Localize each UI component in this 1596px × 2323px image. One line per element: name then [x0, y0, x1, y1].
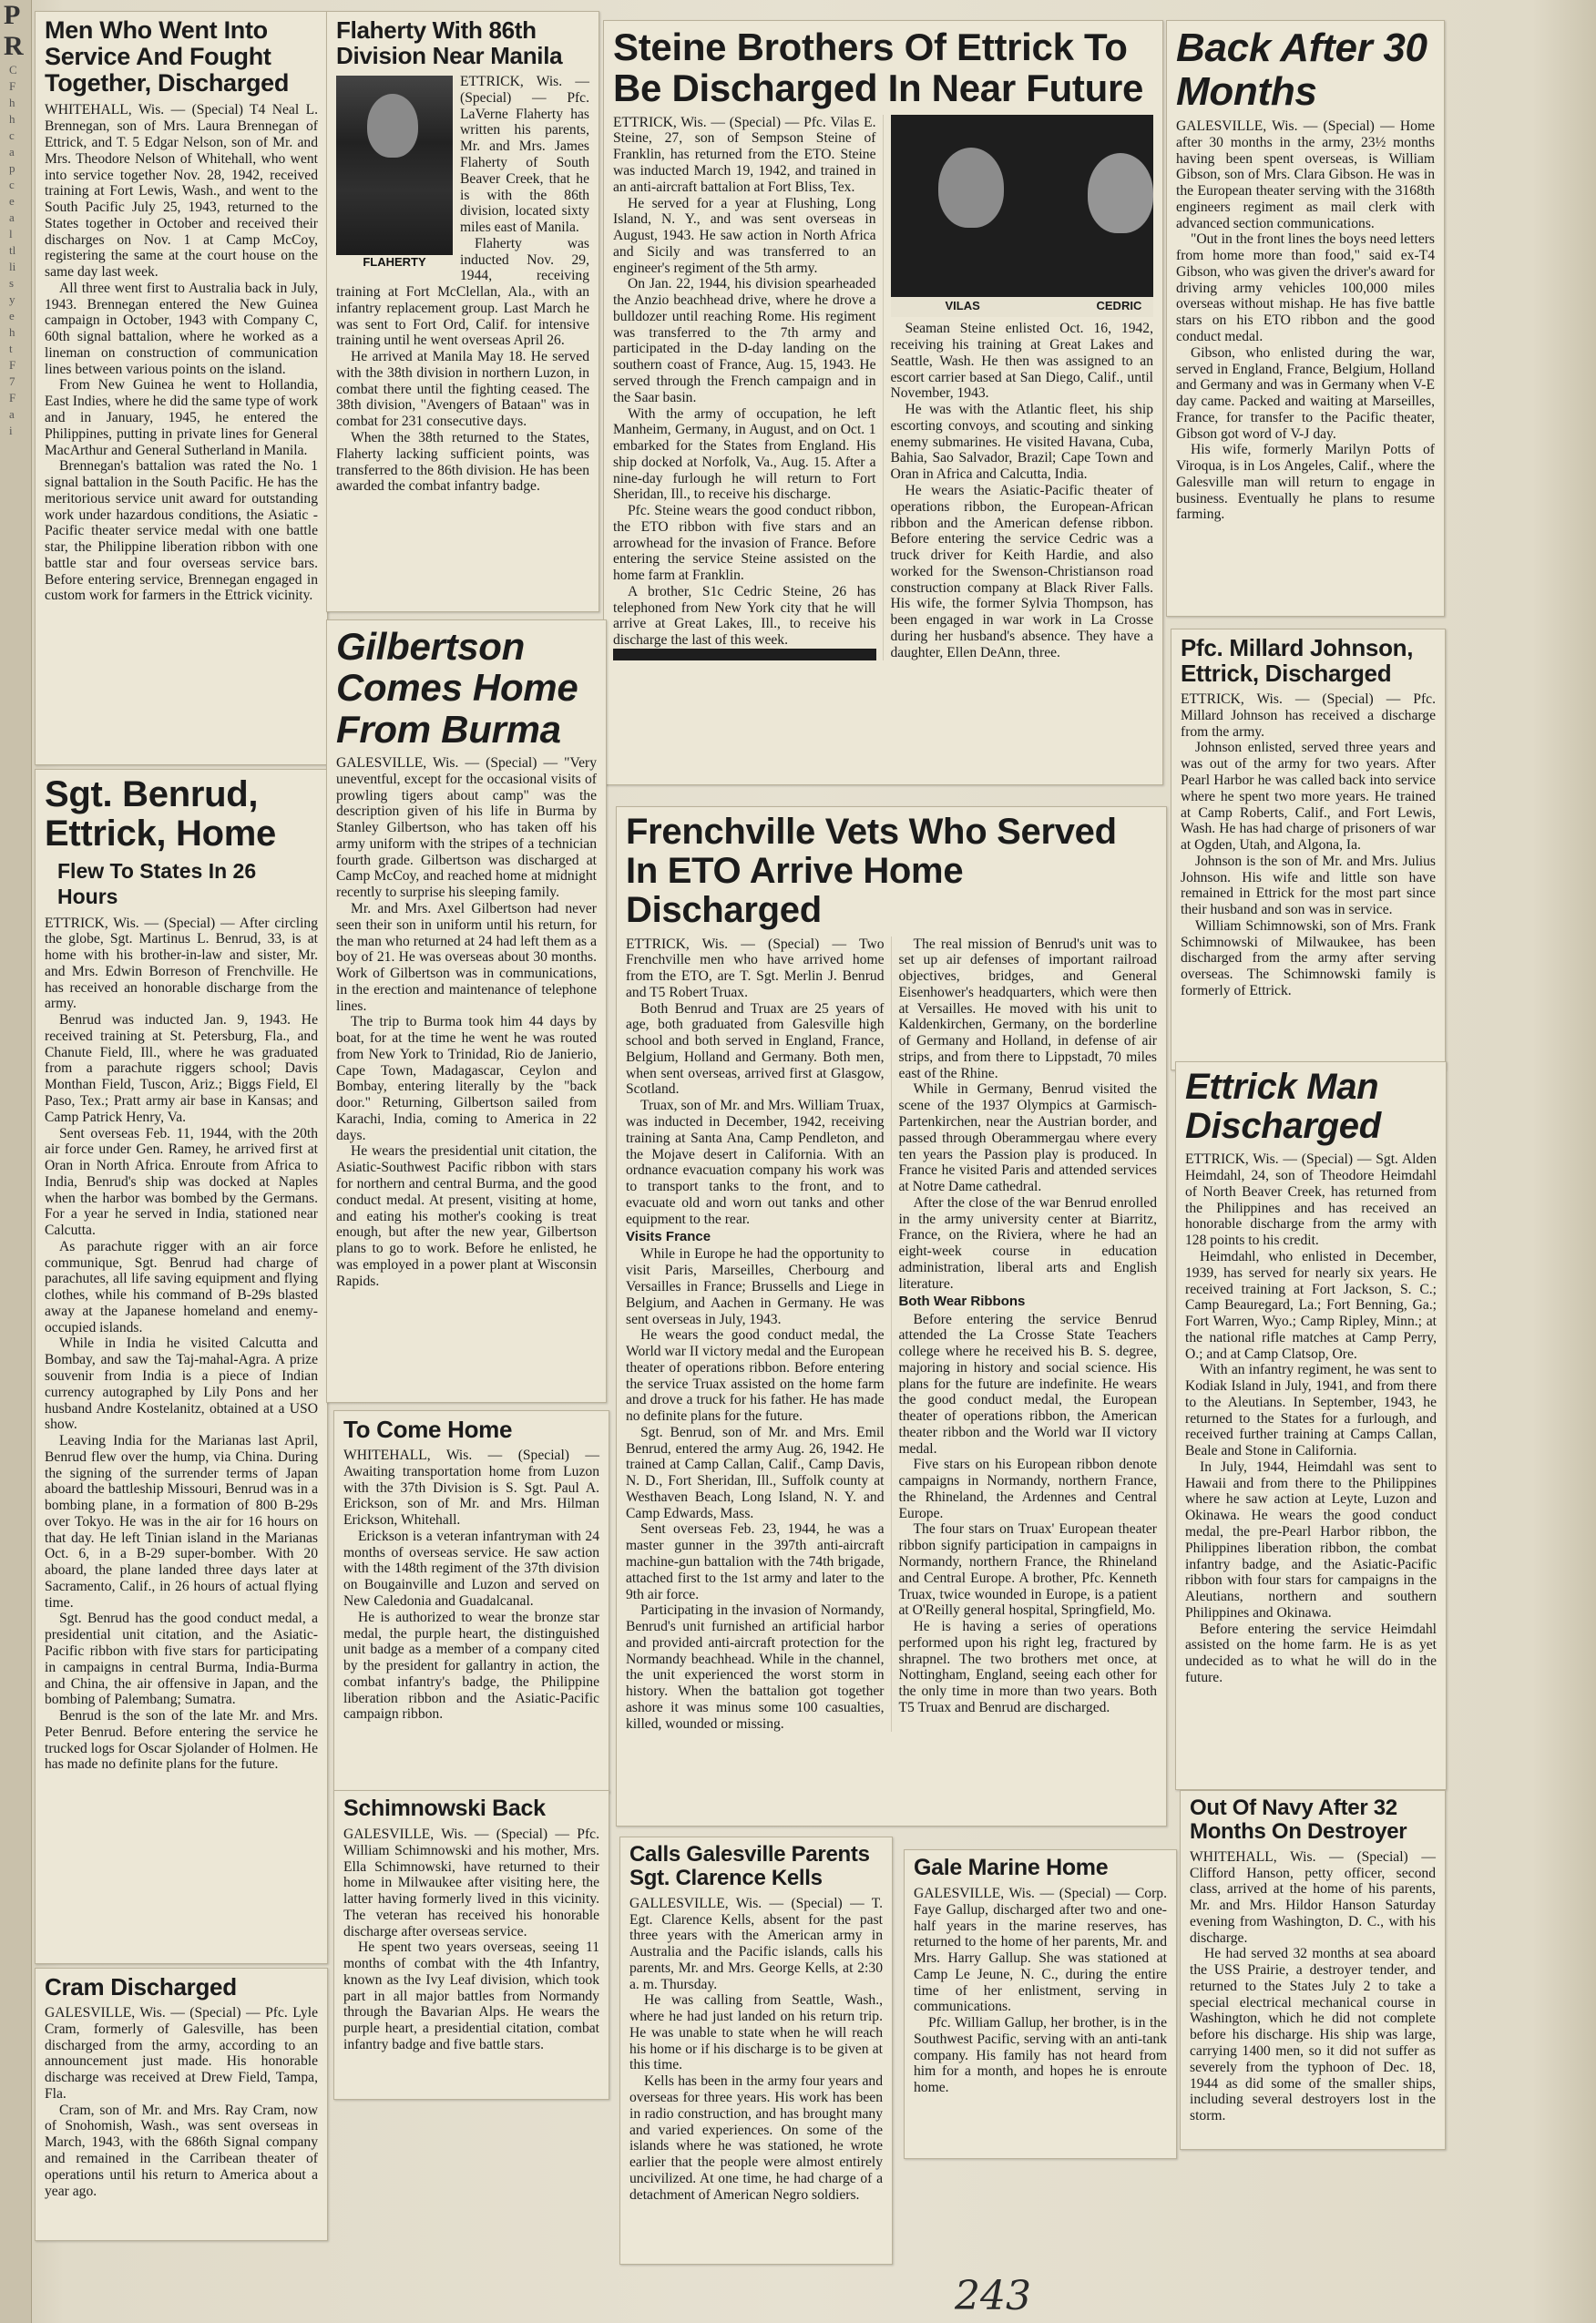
article-paragraph: He was with the Atlantic fleet, his ship escorting convoys, and scouting and sinking enemy submarines. He visited Havana, Cuba, Bahia, Sao Salvador, Brazil; Cape Town and Oran in Africa and Calcutta, India.: [890, 402, 1153, 483]
margin-fragment: h: [9, 112, 15, 126]
article-paragraph: "Out in the front lines the boys need letters from home more than food," said ex-T4 Gibson, who was given the driver's award for driving army vehicles 100,000 miles overseas without mishap. He has five battle stars on his ETO ribbon and the good conduct medal.: [1176, 231, 1435, 344]
article-body: [629, 1896, 883, 2204]
article-body: [336, 755, 597, 1289]
article-body: [343, 1448, 599, 1723]
article-paragraph: GALESVILLE, Wis. — (Special) — Home after 30 months in the army, 23½ months having been spent overseas, is William Gibson, son of Mrs. Clara Gibson. He was in the European theater serving with the 3168th engineers regiment as mail clerk with advanced section communications.: [1176, 118, 1435, 231]
clipping-steine: [603, 20, 1163, 785]
headline: Gale Marine Home: [914, 1855, 1109, 1880]
article-paragraph: GALESVILLE, Wis. — (Special) — Pfc. William Schimnowski and his mother, Mrs. Ella Schimnowski, have returned to their home in Milwaukee after visiting here, the latter having formerly lived in this vicinity. The veteran has received his honorable discharge after overseas service.: [343, 1827, 599, 1939]
article-body: [45, 2005, 318, 2199]
headline: Men Who Went Into Service And Fought Together, Discharged: [45, 16, 290, 97]
article-paragraph: While in Germany, Benrud visited the scene of the 1937 Olympics at Garmisch-Partenkirchen, near the Austrian border, and passed through Oberammergau where every ten years the Passion play is produced. In France he visited Paris and attended services at Notre Dame cathedral.: [898, 1081, 1157, 1195]
article-paragraph: Mr. and Mrs. Axel Gilbertson had never seen their son in uniform until his return, for the man who returned at 24 had left them as a boy of 21. He was overseas about 30 months. Work of Gilbertson was in communications, in the erection and maintenance of telephone lines.: [336, 900, 597, 1014]
article-paragraph: Kells has been in the army four years and overseas for three years. His work has been in radio construction, and has brought many and varied experiences. On some of the islands where he was stationed, he wrote earlier that the people were almost entirely uncivilized. At one time, he had charge of a detachment of American Negro soldiers.: [629, 2073, 883, 2203]
article-paragraph: He arrived at Manila May 18. He served with the 38th division in northern Luzon, in combat there until the fighting ceased. The 38th division, "Avengers of Bataan" was in combat for 231 consecutive days.: [336, 349, 589, 430]
clipping-gilbertson: [326, 619, 607, 1403]
article-paragraph: As parachute rigger with an air force communique, Sgt. Benrud had charge of parachutes, all life saving equipment and flying clothes, while his command of B-29s blasted away at the Japanese homeland and enemy-occupied islands.: [45, 1238, 318, 1335]
article-paragraph: Erickson is a veteran infantryman with 24 months of overseas service. He saw action with the 148th regiment of the 37th division on Bougainville and Luzon and served on New Caledonia and Guadalcanal.: [343, 1528, 599, 1609]
clipping-frenchville: [616, 806, 1167, 1827]
article-paragraph: With the army of occupation, he left Manheim, Germany, in August, and on Oct. 1 embarked for the States from England. His ship docked at Norfolk, Va., Aug. 15. After a nine-day furlough he will return to Fort Sheridan, Ill., to receive his discharge.: [613, 405, 876, 503]
margin-fragment: 7: [9, 374, 15, 388]
clipping-men-went: [35, 11, 328, 765]
article-body: [1190, 1849, 1436, 2124]
margin-fragment: li: [9, 260, 16, 273]
article-paragraph: ETTRICK, Wis. — (Special) — Sgt. Alden Heimdahl, 24, son of Theodore Heimdahl of North Beaver Creek, has returned from the Philippines and has received an honorable discharge from the army with 128 points to his credit.: [1185, 1151, 1437, 1249]
article-paragraph: The four stars on Truax' European theater ribbon signify participation in campaigns in Normandy, northern France, the Rhineland and Central Europe. A brother, Pfc. Kenneth Truax, twice wounded in Europe, is a patient at O'Reilly general hospital, Springfield, Mo.: [898, 1521, 1157, 1619]
article-paragraph: ETTRICK, Wis. — (Special) — Pfc. LaVerne Flaherty has written his parents, Mr. and Mrs. James Flaherty of South Beaver Creek, that he is with the 86th division, located sixty miles east of Manila.: [460, 74, 589, 236]
article-body: [1181, 691, 1436, 999]
article-paragraph: GALESVILLE, Wis. — (Special) — "Very uneventful, except for the occasional visits of prowling tigers about camp" was the description given of his life in Burma by Stanley Gilbertson, who has taken off his army uniform with the stripes of a technician fourth grade. Gilbertson was discharged at Camp McCoy, and reached home at midnight recently to surprise his sleeping family.: [336, 755, 597, 901]
margin-fragment: l: [9, 227, 13, 240]
article-paragraph: A brother, S1c Cedric Steine, 26 has telephoned from New York city that he will arrive at Great Lakes, Ill., to receive his discharge the last of this week.: [613, 583, 876, 649]
article-paragraph: Participating in the invasion of Normandy, Benrud's unit furnished an artificial harbor and provided anti-aircraft protection for the Normandy beachhead. While in the channel, the unit experienced the worst storm in history. When the battalion got together ashore it was minus some 100 casualties, killed, wounded or missing.: [626, 1602, 885, 1732]
article-paragraph: He wears the Asiatic-Pacific theater of operations ribbon, the European-African ribbon and the American defense ribbon. Before entering the service Cedric was a truck driver for Keith Hardie, and also worked for the Swenson-Christianson road construction company at Black River Falls. His wife, the former Sylvia Thompson, has been engaged in war work in La Crosse during her husband's absence. They have a daughter, Ellen DeAnn, three.: [890, 482, 1153, 660]
article-paragraph: Brennegan's battalion was rated the No. 1 signal battalion in the South Pacific. He has the meritorious service unit award for outstanding work under hazardous conditions, the Asiatic - Pacific theater service medal with one battle star, the Philippine liberation ribbon with one battle star and four overseas service bars. Before entering service, Brennegan engaged in custom work for farmers in the Ettrick vicinity.: [45, 458, 318, 604]
article-paragraph: Johnson is the son of Mr. and Mrs. Julius Johnson. His wife and little son have remained in Ettrick for the most part since their husband and son was in service.: [1181, 853, 1436, 918]
article-paragraph: He wears the presidential unit citation, the Asiatic-Southwest Pacific ribbon with stars for northern and central Burma, and the good conduct medal. At present, visiting at home, and eating his mother's cooking is treat enough, but after the new year, Gilbertson plans to go to work. Before he enlisted, he was employed in a power plant at Wisconsin Rapids.: [336, 1143, 597, 1289]
headline: Sgt. Benrud, Ettrick, Home: [45, 774, 276, 854]
clipping-flaherty: [326, 11, 599, 612]
article-paragraph: Sent overseas Feb. 11, 1944, with the 20th air force under Gen. Ramey, he arrived first at Oran in North Africa. Enroute from Africa to India, Benrud's ship was docked at Naples when the harbor was bombed by the Germans. For a year he served in India, stationed near Calcutta.: [45, 1125, 318, 1239]
article-body: [1185, 1151, 1437, 1685]
article-paragraph: After the close of the war Benrud enrolled in the army university center at Biarritz, France, on the Riviera, where he had an eight-week course in education administration, liberal arts and English literature.: [898, 1194, 1157, 1292]
article-paragraph: Five stars on his European ribbon denote campaigns in Normandy, northern France, the Rhineland, the Ardennes and Central Europe.: [898, 1457, 1157, 1521]
headline: To Come Home: [343, 1416, 513, 1443]
article-paragraph: He had served 32 months at sea aboard the USS Prairie, a destroyer tender, and returned to the States July 2 to take a special electrical mechanical course in Washington, which he did not complete before his discharge. His ship was large, carrying 1400 men, so it did not suffer as severely from the typhoon of Dec. 18, 1944 as did some of the smaller ships, including several destroyers lost in the storm.: [1190, 1946, 1436, 2124]
clipping-to-come-home: [333, 1410, 609, 1793]
article-paragraph: Flaherty was inducted Nov. 29, 1944, receiving training at Fort McClellan, Ala., with an infantry replacement group. Last March he was sent to Fort Ord, Calif. for intensive training until he went overseas April 26.: [336, 235, 589, 349]
headline: Back After 30 Months: [1176, 26, 1427, 114]
margin-fragment: a: [9, 210, 15, 224]
article-paragraph: WHITEHALL, Wis. — (Special) — Clifford Hanson, petty officer, second class, arrived at the home of his parents, Mr. and Mrs. Hildor Hanson Saturday evening from Washington, D. C., with his discharge.: [1190, 1848, 1436, 1946]
article-paragraph: ETTRICK, Wis. — (Special) — Pfc. Vilas E. Steine, 27, son of Sempson Steine of Franklin, has returned from the ETO. Steine was inducted March 19, 1942, and trained in an anti-aircraft battalion at Fort Bliss, Tex.: [613, 114, 876, 195]
article-paragraph: Both Benrud and Truax are 25 years of age, both graduated from Galesville high school and both served in England, France, Belgium, Holland and Germany. Both men, when sent overseas, arrived first at Glasgow, Scotland.: [626, 1000, 885, 1098]
article-paragraph: WHITEHALL, Wis. — (Special) T4 Neal L. Brennegan, son of Mrs. Laura Brennegan of Ettrick, and T. 5 Edgar Nelson, son of Mr. and Mrs. Theodore Nelson of Whitehall, who went into service together Nov. 28, 1942, received training at Fort Lewis, Wash., and went to the South Pacific July 25, 1943, returned to the States together in October and received their discharges on Nov. 1 at Camp McCoy, registering the same at the court house on the same day last week.: [45, 102, 318, 281]
article-body: [613, 115, 1153, 661]
clipping-back-after: [1166, 20, 1445, 617]
article-paragraph: He wears the good conduct medal, the World war II victory medal and the European theater of operations ribbon. Before entering the service Truax assisted on the home farm and drove a truck for his father. He has made no definite plans for the future.: [626, 1327, 885, 1425]
article-paragraph: With an infantry regiment, he was sent to Kodiak Island in July, 1941, and from there to the Aleutians. In September, 1943, he returned to the States for a furlough, and received further training at Camps Callan, Beale and Stone in California.: [1185, 1362, 1437, 1459]
margin-fragment: i: [9, 424, 13, 437]
article-paragraph: In July, 1944, Heimdahl was sent to Hawaii and from there to the Philippines where he saw action at Leyte, Luzon and Okinawa. He wears the good conduct medal, the pre-Pearl Harbor ribbon, the Philippines liberation ribbon, the combat infantry badge, and the Asiatic-Pacific ribbon with four stars for campaigns in the Aleutians, northern and southern Philippines and Okinawa.: [1185, 1458, 1437, 1621]
margin-fragment: C: [9, 63, 17, 77]
margin-fragment: c: [9, 178, 15, 191]
margin-letter: P: [4, 0, 21, 30]
margin-fragment: y: [9, 292, 15, 306]
article-body: [45, 916, 318, 1774]
clipping-gale-marine: [904, 1849, 1177, 2159]
margin-fragment: F: [9, 391, 16, 404]
article-paragraph: Sent overseas Feb. 23, 1944, he was a master gunner in the 397th anti-aircraft machine-gun battalion with the 74th brigade, attached first to the 1st army and later to the 9th air force.: [626, 1521, 885, 1602]
article-paragraph: Cram, son of Mr. and Mrs. Ray Cram, now of Snohomish, Wash., was sent overseas in March, 1943, with the 686th Signal company and remained in the Carribean theater of operations until his return to America about a year ago.: [45, 2102, 318, 2199]
margin-fragment: tl: [9, 243, 16, 257]
flaherty-photo: [336, 76, 453, 270]
article-body: [45, 102, 318, 604]
headline: Frenchville Vets Who Served In ETO Arrive Home Discharged: [626, 812, 1117, 931]
margin-fragment: F: [9, 79, 16, 93]
article-paragraph: While in India he visited Calcutta and Bombay, and saw the Taj-mahal-Agra. A prize souvenir from India is a piece of Indian currency autographed by Lily Pons and her husband Andre Kostelanitz, obtained at a USO show.: [45, 1335, 318, 1433]
article-paragraph: On Jan. 22, 1944, his division spearheaded the Anzio beachhead drive, where he drove a bulldozer until reaching Rome. His regiment was transferred to the 7th army and participated in the D-day landing on the southern coast of France, Aug. 15, 1943. He served through the French campaign and in the Saar basin.: [613, 276, 876, 405]
article-paragraph: While in Europe he had the opportunity to visit Paris, Marseilles, Cherbourg and Versailles in France; Brussells and Liege in Belgium, and Aachen in Germany. He was sent overseas in July, 1943.: [626, 1246, 885, 1327]
article-paragraph: He is authorized to wear the bronze star medal, the purple heart, the distinguished unit badge as a member of a company cited by the president for gallantry in action, the combat infantry's badge, the Philippine liberation ribbon and the Asiatic-Pacific campaign ribbon.: [343, 1609, 599, 1723]
headline: Flaherty With 86th Division Near Manila: [336, 16, 563, 70]
article-body: [1176, 118, 1435, 523]
headline: Gilbertson Comes Home From Burma: [336, 625, 578, 751]
headline: Pfc. Millard Johnson, Ettrick, Discharged: [1181, 634, 1414, 688]
photo-caption: CEDRIC: [1096, 299, 1142, 313]
article-paragraph: Johnson enlisted, served three years and was out of the army for two years. After Pearl Harbor he was called back into service where he spent two more years. He trained at Camp Roberts, Calif., and Fort Lewis, Wash. He has had charge of prisoners of war at Ogden, Utah, and Algona, Ia.: [1181, 740, 1436, 854]
article-body: [626, 936, 1157, 1733]
margin-fragment: t: [9, 342, 13, 355]
margin-fragment: s: [9, 276, 15, 290]
margin-letter: R: [4, 31, 24, 61]
margin-strip: [0, 0, 32, 2323]
clipping-benrud: [35, 769, 328, 1964]
clipping-kells: [619, 1837, 893, 2265]
article-paragraph: Benrud was inducted Jan. 9, 1943. He received training at St. Petersburg, Fla., and Chanute Field, Ill., where he was graduated from a parachute riggers school; Davis Monthan Field, Tuscon, Ariz.; Biggs Field, El Paso, Tex.; Pratt army air base in Kansas; and Camp Patrick Henry, Va.: [45, 1012, 318, 1125]
article-paragraph: WHITEHALL, Wis. — (Special) — Awaiting transportation home from Luzon with the 37th Division is S. Sgt. Paul A. Erickson, son of Mr. and Mrs. Hilman Erickson, Whitehall.: [343, 1448, 599, 1529]
article-paragraph: Leaving India for the Marianas last April, Benrud flew over the hump, via China. During the signing of the surrender terms of Japan aboard the battleship Missouri, Benrud was in a bombing plane, in a formation of 800 B-29s over Tokyo. He was in the air for 16 hours on that day. He left Tinian island in the Marianas Oct. 6, in a B-29 super-bomber. With 20 aboard, the plane landed three days later at Sacramento, Calif., in 26 hours of actual flying time.: [45, 1433, 318, 1611]
article-paragraph: ETTRICK, Wis. — (Special) — After circling the globe, Sgt. Martinus L. Benrud, 33, is at home with his brother-in-law and sister, Mr. and Mrs. Edwin Borreson of Frenchville. He has received an honorable discharge from the army.: [45, 915, 318, 1012]
article-paragraph: The real mission of Benrud's unit was to set up air defenses of important railroad objectives, bridges, and General Eisenhower's headquarters, which were then at Versailles. He moved with his unit to Kaldenkirchen, Germany, on the borderline of Germany and Holland, in defense of air strips, and from there to Lippstadt, 70 miles east of the Rhine.: [898, 936, 1157, 1081]
article-paragraph: Pfc. Steine wears the good conduct ribbon, the ETO ribbon with five stars and an arrowhead for the invasion of France. Before entering the service Steine assisted on the home farm at Franklin.: [613, 503, 876, 584]
article-paragraph: He is having a series of operations performed upon his right leg, fractured by shrapnel. The two brothers met once, at Nottingham, England, seeing each other for the only time in more than two years. Both T5 Truax and Benrud are discharged.: [898, 1619, 1157, 1715]
section-subhead: Visits France: [626, 1229, 711, 1245]
article-paragraph: Benrud is the son of the late Mr. and Mrs. Peter Benrud. Before entering the service he trucked logs for Oscar Sjolander of Holmen. He has made no definite plans for the future.: [45, 1708, 318, 1773]
subhead: Flew To States In 26 Hours: [57, 859, 257, 908]
margin-fragment: a: [9, 407, 15, 421]
headline: Schimnowski Back: [343, 1796, 546, 1821]
article-paragraph: GALESVILLE, Wis. — (Special) — Pfc. Lyle Cram, formerly of Galesville, has been discharged from the army, according to an announcement just made. His honorable discharge was received at Drew Field, Tampa, Fla.: [45, 2005, 318, 2102]
margin-fragment: h: [9, 325, 15, 339]
headline: Ettrick Man Discharged: [1185, 1067, 1381, 1147]
margin-fragment: e: [9, 194, 15, 208]
margin-fragment: p: [9, 161, 15, 175]
headline: Calls Galesville Parents Sgt. Clarence Kells: [629, 1842, 870, 1890]
article-paragraph: Truax, son of Mr. and Mrs. William Truax, was inducted in December, 1942, receiving training at Santa Ana, Camp Pendleton, and the Mojave desert in California. With an ordnance evacuation company his work was to transport tanks to the front, and to evacuate old and worn out tanks and other equipment to the rear.: [626, 1098, 885, 1227]
headline: Out Of Navy After 32 Months On Destroyer: [1190, 1796, 1407, 1844]
clipping-ettrick-man: [1175, 1061, 1447, 1790]
article-paragraph: Before entering the service Heimdahl assisted on the home farm. He is as yet undecided as to what he will do in the future.: [1185, 1621, 1437, 1685]
photo-caption: VILAS: [945, 299, 980, 313]
margin-fragment: e: [9, 309, 15, 322]
margin-fragment: a: [9, 145, 15, 159]
headline: Steine Brothers Of Ettrick To Be Discharged In Near Future: [613, 26, 1144, 110]
article-paragraph: ETTRICK, Wis. — (Special) — Pfc. Millard Johnson has received a discharge from the army.: [1181, 691, 1436, 740]
article-paragraph: His wife, formerly Marilyn Potts of Viroqua, is in Los Angeles, Calif., where the Galesville man will return to engage in business. Eventually he plans to resume farming.: [1176, 442, 1435, 523]
section-subhead: Both Wear Ribbons: [898, 1294, 1026, 1310]
article-paragraph: He spent two years overseas, seeing 11 months of combat with the 4th Infantry, known as the Ivy Leaf division, which took part in all major battles from Normandy through the Bavarian Alps. He wears the purple heart, a presidential citation, combat infantry badge and five battle stars.: [343, 1939, 599, 2052]
article-paragraph: When the 38th returned to the States, Flaherty lacking sufficient points, was transferred to the 86th division. He has been awarded the combat infantry badge.: [336, 430, 589, 495]
article-body: [343, 1827, 599, 2053]
margin-fragment: F: [9, 358, 16, 372]
article-paragraph: William Schimnowski, son of Mrs. Frank Schimnowski of Milwaukee, has been discharged from the army after serving overseas. The Schimnowski family is formerly of Ettrick.: [1181, 917, 1436, 998]
article-paragraph: Gibson, who enlisted during the war, served in England, France, Belgium, Holland and Germany and was in Germany when V-E day came. Packed and waiting at Marseilles, France, for transfer to the Pacific theater, Gibson got word of V-J day.: [1176, 344, 1435, 442]
margin-fragment: h: [9, 96, 15, 109]
article-paragraph: Sgt. Benrud, son of Mr. and Mrs. Emil Benrud, entered the army Aug. 26, 1942. He trained at Camp Callan, Calif., Camp Davis, N. D., Fort Sheridan, Ill., Suffolk county at Westhaven Beach, Long Island, N. Y. and Camp Edwards, Mass.: [626, 1424, 885, 1521]
article-paragraph: From New Guinea he went to Hollandia, East Indies, where he did the same type of work and in January, 1945, he entered the Philippines, putting in private lines for General MacArthur and General Sutherland in Manila.: [45, 377, 318, 458]
margin-fragment: c: [9, 128, 15, 142]
headline: Cram Discharged: [45, 1973, 237, 2001]
article-paragraph: Pfc. William Gallup, her brother, is in the Southwest Pacific, serving with an anti-tank company. His family has not heard from him for a month, and hopes he is enroute home.: [914, 2015, 1167, 2096]
article-paragraph: The trip to Burma took him 44 days by boat, for at the time he went he was routed from New York to Trinidad, Rio de Janierio, Cape Town, Madagascar, Ceylon and Bombay, entering literally by the "back door." Returning, Gilbertson sailed from Karachi, India, coming to America in 22 days.: [336, 1014, 597, 1143]
page-number: 243: [955, 2273, 1031, 2319]
article-paragraph: Sgt. Benrud has the good conduct medal, a presidential unit citation, and the Asiatic-Pacific ribbon with five stars for participating in campaigns in central Burma, India-Burma and China, the air offensive in Japan, and the bombing of Palembang; Sumatra.: [45, 1611, 318, 1708]
clipping-out-of-navy: [1180, 1790, 1446, 2150]
clipping-cram: [35, 1968, 328, 2241]
article-paragraph: GALLESVILLE, Wis. — (Special) — T. Egt. Clarence Kells, absent for the past three years with the American army in Australia and the Pacific islands, calls his parents, Mr. and Mrs. George Kells, at 2:30 a. m. Thursday.: [629, 1895, 883, 1992]
article-paragraph: Before entering the service Benrud attended the La Crosse State Teachers college where he received his B. S. degree, majoring in history and social science. His plans for the future are indefinite. He wears the good conduct medal, the European theater of operations ribbon, the American theater ribbon and the World war II victory medal.: [898, 1311, 1157, 1457]
article-paragraph: He served for a year at Flushing, Long Island, N. Y., and was sent overseas in August, 1943. He saw action in North Africa and Sicily and was transferred to an engineer's regiment of the 5th army.: [613, 195, 876, 276]
clipping-schimnowski: [333, 1790, 609, 2100]
article-paragraph: GALESVILLE, Wis. — (Special) — Corp. Faye Gallup, discharged after two and one-half years in the marine reserves, has returned to the home of her parents, Mr. and Mrs. Harry Gallup. She was stationed at Camp Le Jeune, N. C., during the entire time of her enlistment, serving in communications.: [914, 1886, 1167, 2015]
article-body: [914, 1886, 1167, 2096]
photo-caption: FLAHERTY: [336, 255, 453, 269]
clipping-johnson: [1171, 629, 1446, 1070]
article-paragraph: ETTRICK, Wis. — (Special) — Two Frenchville men who have arrived home from the ETO, are T. Sgt. Merlin J. Benrud and T5 Robert Truax.: [626, 936, 885, 1000]
article-paragraph: All three went first to Australia back in July, 1943. Brennegan entered the New Guinea campaign in October, 1943 with Company C, 60th signal battalion, where he worked as a lineman on construction of communication lines between various points on the island.: [45, 280, 318, 377]
article-paragraph: He was calling from Seattle, Wash., where he had just landed on his return trip. He was unable to state when he will reach his home or if his discharge is to be given at this time.: [629, 1992, 883, 2073]
article-paragraph: Seaman Steine enlisted Oct. 16, 1942, receiving his training at Great Lakes and Seattle, Wash. He then was assigned to an escort carrier based at San Diego, Calif., until November, 1943.: [890, 321, 1153, 402]
article-paragraph: Heimdahl, who enlisted in December, 1939, has served for nearly six years. He received training at Fort Jackson, S. C.; Camp Beauregard, La.; Fort Benning, Ga.; Fort Warren, Wyo.; Camp Ripley, Minn.; at the national rifle matches at Camp Perry, O.; and at Camp Clatsop, Ore.: [1185, 1248, 1437, 1362]
